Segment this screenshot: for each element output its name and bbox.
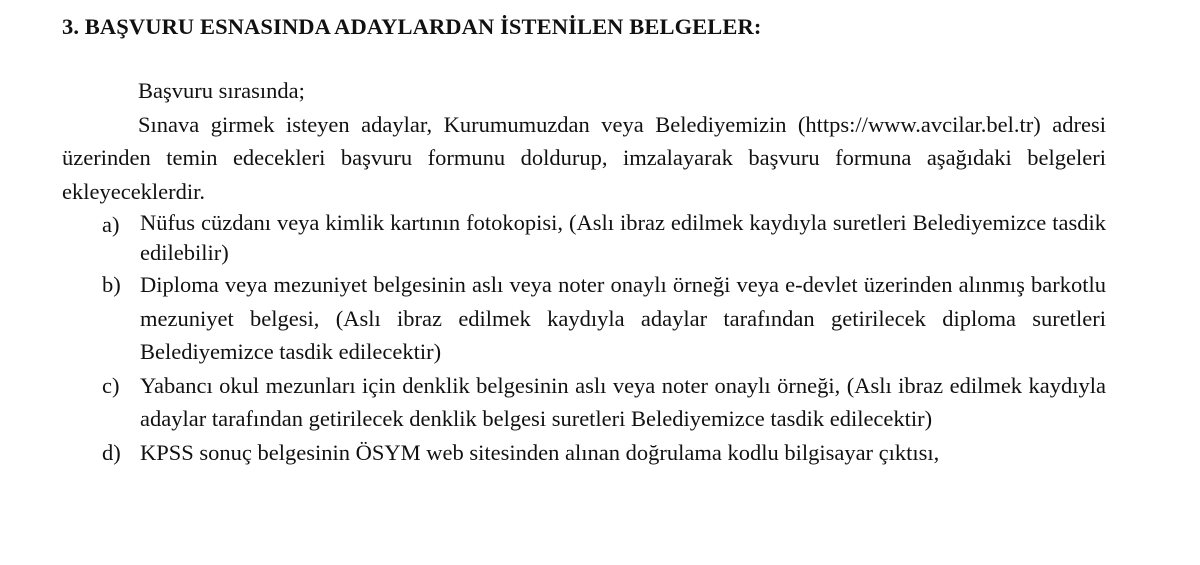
list-item-marker: b) <box>102 272 121 297</box>
required-documents-list <box>62 208 1106 469</box>
list-item-text: Diploma veya mezuniyet belgesinin aslı veya noter onaylı örneği veya e-devlet üzerinden alınmış barkotlu mezuniyet belgesi, (Aslı ibraz edilmek kaydıyla adaylar tarafından getirilecek diploma suretleri Belediyemizce tasdik edilecektir) <box>140 272 1106 364</box>
list-item <box>62 268 1106 369</box>
list-item-marker: d) <box>102 439 121 465</box>
list-item-text: Nüfus cüzdanı veya kimlik kartının fotokopisi, (Aslı ibraz edilmek kaydıyla suretleri Belediyemizce tasdik edilebilir) <box>140 210 1106 265</box>
list-item-marker: a) <box>102 212 120 237</box>
intro-label: Başvuru sırasında; <box>138 78 305 103</box>
list-item <box>62 436 1106 470</box>
list-item <box>62 369 1106 436</box>
list-item-text: Yabancı okul mezunları için denklik belgesinin aslı veya noter onaylı örneği, (Aslı ibraz edilmek kaydıyla adaylar tarafından getirilecek denklik belgesi suretleri Belediyemizce tasdik edilecektir) <box>140 372 1106 431</box>
list-item-marker: c) <box>102 372 120 398</box>
section-heading: 3. BAŞVURU ESNASINDA ADAYLARDAN İSTENİLEN BELGELER: <box>62 14 762 39</box>
intro-paragraph: Sınava girmek isteyen adaylar, Kurumumuzdan veya Belediyemizin (https://www.avcilar.bel.tr) adresi üzerinden temin edecekleri başvuru formunu doldurup, imzalayarak başvuru formuna aşağıdaki belgeleri ekleyeceklerdir. <box>62 111 1106 204</box>
section-body <box>62 74 1106 469</box>
list-item <box>62 208 1106 268</box>
list-item-text: KPSS sonuç belgesinin ÖSYM web sitesinden alınan doğrulama kodlu bilgisayar çıktısı, <box>140 439 940 465</box>
